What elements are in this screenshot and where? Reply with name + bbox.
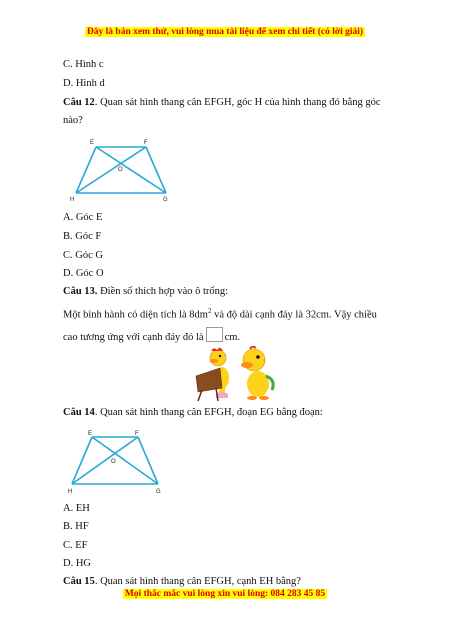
q13-statement-line2	[63, 327, 240, 344]
q14-trapezoid-figure	[64, 427, 176, 497]
q13-statement-line1	[63, 305, 377, 322]
q13-statement-a: Một bình hành có diện tích là 8dm	[63, 309, 208, 321]
q13-statement-c: cao tương ứng với cạnh đáy đó là	[63, 332, 204, 343]
q15-label: Câu 15	[63, 576, 95, 587]
q12-vertex-e: E	[90, 140, 95, 146]
q14-point-o: O	[111, 459, 116, 465]
q14-question	[63, 406, 323, 419]
contact-notice-text: Mọi thắc mắc vui lòng xin vui lòng: 084 283 45 85	[124, 589, 326, 599]
q14-vertex-h: H	[68, 489, 73, 495]
q14-vertex-e: E	[88, 431, 93, 437]
q12-point-o: O	[118, 167, 123, 173]
q14-text: . Quan sát hình thang cân EFGH, đoạn EG bằng đoạn:	[94, 407, 323, 418]
q14-option-a: A. EH	[63, 503, 90, 514]
q12-vertex-f: F	[144, 140, 148, 146]
q12-trapezoid-figure	[68, 135, 180, 207]
q15-question	[63, 575, 301, 588]
answer-input-box[interactable]	[206, 327, 223, 342]
q12-question-line2: nào?	[63, 115, 83, 126]
q13-unit-exponent: 2	[207, 307, 212, 315]
q14-label: Câu 14	[63, 407, 95, 418]
q12-label: Câu 12	[63, 97, 95, 108]
q13-label: Câu 13.	[63, 286, 98, 297]
q14-option-c: C. EF	[63, 540, 88, 551]
q14-option-b: B. HF	[63, 521, 89, 532]
q12-option-c: C. Góc G	[63, 250, 103, 261]
contact-notice-banner	[0, 589, 450, 599]
q12-text-1: . Quan sát hình thang cân EFGH, góc H của hình thang đó bằng góc	[94, 97, 381, 108]
q12-vertex-h: H	[70, 197, 75, 203]
q14-option-d: D. HG	[63, 558, 91, 569]
q14-vertex-g: G	[156, 489, 161, 495]
preview-notice-text: Đây là bản xem thử, vui lòng mua tài liệu để xem chi tiết (có lời giải)	[86, 27, 364, 37]
q13-title	[63, 285, 228, 298]
q14-vertex-f: F	[135, 431, 139, 437]
q13-unit: cm.	[224, 332, 241, 343]
q12-option-a: A. Góc E	[63, 212, 103, 223]
q11-option-d: D. Hình d	[63, 78, 105, 89]
q13-title-text: Điền số thích hợp vào ô trống:	[97, 286, 229, 297]
cartoon-ducks-illustration	[192, 346, 282, 401]
q15-text: . Quan sát hình thang cân EFGH, cạnh EH bằng?	[94, 576, 301, 587]
q12-question-line1	[63, 96, 381, 109]
q13-statement-b: và độ dài cạnh đáy là 32cm. Vậy chiều	[211, 309, 377, 321]
q12-vertex-g: G	[163, 197, 168, 203]
preview-notice-banner	[0, 27, 450, 37]
q12-option-d: D. Góc O	[63, 268, 104, 279]
q12-option-b: B. Góc F	[63, 231, 102, 242]
q11-option-c: C. Hình c	[63, 59, 104, 70]
